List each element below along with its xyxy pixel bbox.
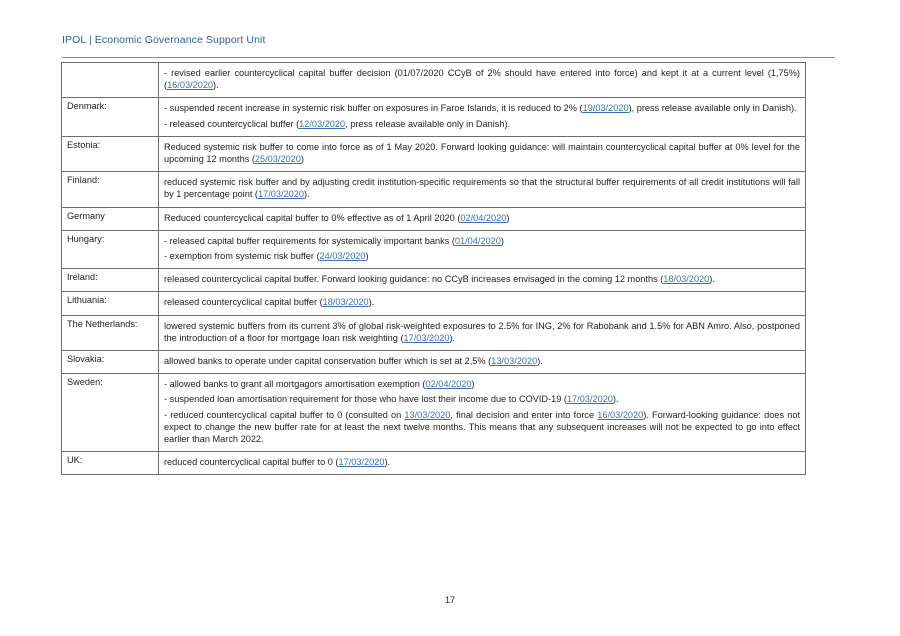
source-date-link[interactable]: 18/03/2020 [322,297,369,308]
country-cell: Sweden: [62,374,159,452]
source-date-link[interactable]: 16/03/2020 [167,80,214,91]
table-row [62,136,806,171]
measure-entry [164,176,800,200]
measures-cell [159,63,806,98]
country-cell: Lithuania: [62,292,159,315]
measure-entry [164,456,800,468]
measure-text: - allowed banks to grant all mortgagors amortisation exemption ( [164,379,426,390]
measure-entry [164,67,800,91]
measure-text: ), press release available only in Danish). [628,103,797,114]
measure-text: ). Forward-looking guidance: does not expect to change the new buffer rate for at least the next twelve months. This means that any subsequent increases will not be expected to go into effect earlier than March 2022. [164,409,801,445]
measures-cell [159,269,806,292]
table-row [62,374,806,452]
measures-cell [159,315,806,350]
measure-text: ) [471,379,475,390]
table-row [62,269,806,292]
measure-text: ). [612,394,619,405]
measures-table [61,62,806,475]
measure-text: - suspended loan amortisation requirement for those who have lost their income due to COVID-19 ( [164,394,567,405]
measure-text: , press release available only in Danish). [345,118,511,129]
source-date-link[interactable]: 17/03/2020 [403,332,450,343]
measure-entry [164,409,800,446]
measure-text: , final decision and enter into force [450,409,598,420]
measure-text: - reduced countercyclical capital buffer to 0 (consulted on [164,409,405,420]
measures-cell [159,452,806,475]
measure-entry [164,250,800,262]
source-date-link[interactable]: 12/03/2020 [299,118,346,129]
measures-cell [159,230,806,268]
source-date-link[interactable]: 01/04/2020 [454,235,501,246]
source-date-link[interactable]: 17/03/2020 [257,189,304,200]
table-row [62,207,806,230]
table-row [62,98,806,136]
measure-text: ) [365,251,369,262]
measure-text: ). [303,189,310,200]
measure-entry [164,235,800,247]
measure-text: Reduced countercyclical capital buffer to 0% effective as of 1 April 2020 ( [164,212,461,223]
measure-entry [164,393,800,405]
measure-text: ). [213,80,219,91]
country-cell: Germany [62,207,159,230]
measure-text: ). [709,274,715,285]
source-date-link[interactable]: 13/03/2020 [404,409,451,420]
header-divider [62,57,835,58]
page-number: 17 [444,595,455,605]
measure-entry [164,102,800,114]
measure-text: ) [300,154,304,165]
country-cell: Finland: [62,172,159,207]
table-row [62,292,806,315]
country-cell: UK: [62,452,159,475]
measure-text: released countercyclical capital buffer. Forward looking guidance: no CCyB increases envisaged in the coming 12 months ( [164,274,664,285]
country-cell: Hungary: [62,230,159,268]
measure-text: ). [368,297,375,308]
country-cell: The Netherlands: [62,315,159,350]
measure-text: - released countercyclical buffer ( [164,118,300,129]
table-row [62,315,806,350]
country-cell: Slovakia: [62,351,159,374]
running-header: IPOL | Economic Governance Support Unit [62,34,266,46]
measure-entry [164,355,800,367]
measures-cell [159,172,806,207]
measures-table-body [62,63,806,475]
measure-text: Reduced systemic risk buffer to come into force as of 1 May 2020. Forward looking guidance: will maintain countercyclical capital buffer at 0% level for the upcoming 12 months ( [164,141,800,165]
table-row [62,452,806,475]
source-date-link[interactable]: 16/03/2020 [597,409,644,420]
source-date-link[interactable]: 19/03/2020 [582,103,629,114]
measure-text: - suspended recent increase in systemic risk buffer on exposures in Faroe Islands, it is reduced to 2% ( [164,103,583,114]
source-date-link[interactable]: 17/03/2020 [338,457,385,468]
measure-text: - released capital buffer requirements for systemically important banks ( [164,235,455,246]
measure-entry [164,296,800,308]
country-cell: Ireland: [62,269,159,292]
table-row [62,63,806,98]
measure-text: ). [384,457,391,468]
source-date-link[interactable]: 02/04/2020 [425,379,472,390]
measure-entry [164,273,800,285]
measure-text: lowered systemic buffers from its current 3% of global risk-weighted exposures to 2.5% for ING, 2% for Rabobank and 1.5% for ABN Amro. Also, postponed the introduction of a floor for mortgage loan risk weighting ( [164,320,800,343]
measure-text: ). [449,332,456,343]
source-date-link[interactable]: 17/03/2020 [566,394,613,405]
measure-entry [164,141,800,165]
source-date-link[interactable]: 02/04/2020 [460,212,507,223]
measure-text: ). [537,356,543,367]
measure-text: ) [506,212,510,223]
measures-cell [159,207,806,230]
measure-entry [164,378,800,390]
country-cell [62,63,159,98]
country-cell: Denmark: [62,98,159,136]
measure-entry [164,212,800,224]
measure-entry [164,320,800,344]
table-row [62,351,806,374]
measures-cell [159,98,806,136]
measures-cell [159,351,806,374]
measure-text: reduced systemic risk buffer and by adjusting credit institution-specific requirements so that the structural buffer requirements of all credit institutions will fall by 1 percentage point ( [164,177,800,200]
measure-text: allowed banks to operate under capital conservation buffer which is set at 2,5% ( [164,356,492,367]
measures-cell [159,136,806,171]
source-date-link[interactable]: 13/03/2020 [491,356,538,367]
measure-text: ) [500,235,504,246]
measure-entry [164,118,800,130]
measure-text: released countercyclical capital buffer ( [164,297,323,308]
measure-text: - revised earlier countercyclical capital buffer decision (01/07/2020 CCyB of 2% should have entered into force) and kept it at a current level (1,75%) ( [164,68,800,91]
source-date-link[interactable]: 18/03/2020 [663,274,710,285]
measure-text: reduced countercyclical capital buffer to 0 ( [164,457,339,468]
country-cell: Estonia: [62,136,159,171]
table-row [62,172,806,207]
source-date-link[interactable]: 24/03/2020 [319,251,366,262]
measures-cell [159,292,806,315]
measure-text: - exemption from systemic risk buffer ( [164,251,320,262]
measures-cell [159,374,806,452]
source-date-link[interactable]: 25/03/2020 [254,154,301,165]
table-row [62,230,806,268]
